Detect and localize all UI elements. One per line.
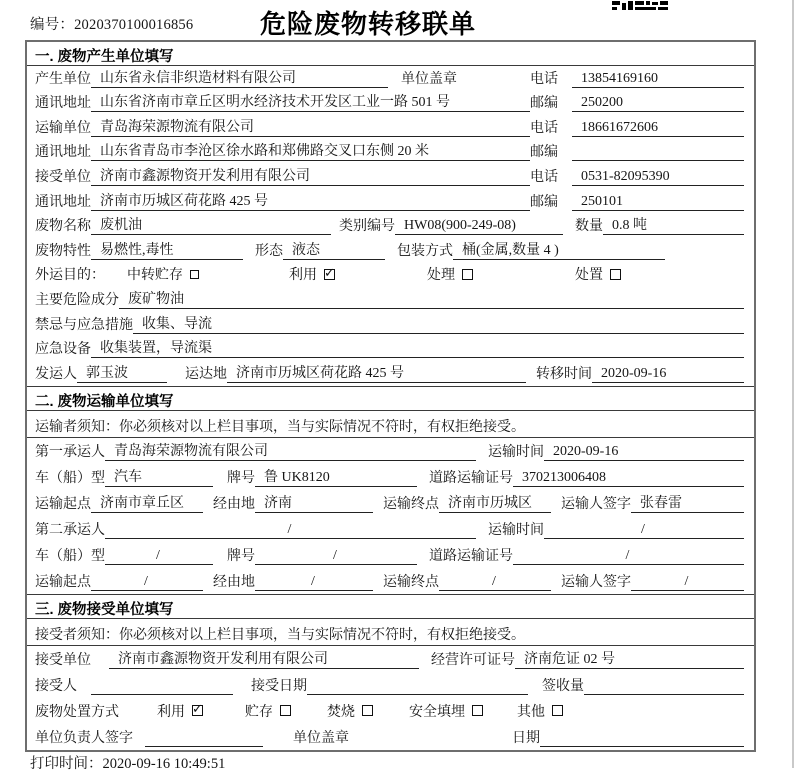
row-route2: [27, 568, 754, 594]
checkbox-icon: [610, 269, 621, 280]
option-label: 焚烧: [327, 704, 355, 720]
route1-sign-value: 张春雷: [631, 492, 744, 513]
producer-zip-value: 250200: [572, 95, 744, 112]
row-measures: [27, 312, 754, 337]
row-vehicle1: [27, 464, 754, 490]
checkbox-icon: [280, 705, 291, 716]
route1-start-label: 运输起点: [35, 496, 91, 512]
option-label: 利用: [289, 268, 317, 284]
transporter-phone-label: 电话: [530, 120, 558, 136]
option-label: 利用: [157, 704, 185, 720]
route2-via-label: 经由地: [213, 574, 255, 590]
receive-date-label: 日期: [512, 730, 540, 746]
row-route1: [27, 490, 754, 516]
row-signature: [27, 724, 754, 750]
print-time-label: 打印时间：: [30, 756, 103, 772]
disposal-option-storage: [245, 701, 291, 721]
page-right-edge: [792, 0, 794, 768]
transporter-phone-value: 18661672606: [572, 120, 744, 137]
receiver-address-value: 济南市历城区荷花路 425 号: [91, 190, 530, 211]
section-receive: [27, 594, 754, 750]
vehicle2-value: /: [105, 548, 213, 565]
page-title: 危险废物转移联单: [259, 9, 476, 39]
carrier2-value: /: [105, 522, 476, 539]
route1-sign-label: 运输人签字: [561, 496, 631, 512]
row-disposal: [27, 698, 754, 724]
waste-form-label: 形态: [255, 243, 283, 259]
permit2-value: /: [513, 548, 744, 565]
packing-value: 桶(金属,数量 4 ): [453, 239, 665, 260]
doc-number-label: 编号：: [30, 17, 75, 33]
transporter-zip-label: 邮编: [530, 145, 558, 161]
row-shipper: [27, 361, 754, 386]
unit-seal-label: 单位盖章: [401, 71, 457, 87]
hazard-label: 主要危险成分: [35, 292, 119, 308]
receive-notice: 接受者须知：你必须核对以上栏目事项，当与实际情况不符时，有权拒绝接受。: [27, 619, 754, 646]
receiver-phone-value: 0531-82095390: [572, 169, 744, 186]
destination-value: 济南市历城区荷花路 425 号: [227, 362, 526, 383]
transfer-time-value: 2020-09-16: [592, 366, 744, 383]
receiver-zip-label: 邮编: [530, 194, 558, 210]
receiver-phone-label: 电话: [530, 169, 558, 185]
route2-start-label: 运输起点: [35, 574, 91, 590]
option-label: 处置: [575, 268, 603, 284]
acceptor-value: [91, 678, 233, 695]
waste-form-value: 液态: [283, 239, 385, 260]
signed-qty-value: [584, 678, 744, 695]
route2-end-label: 运输终点: [383, 574, 439, 590]
producer-zip-label: 邮编: [530, 96, 558, 112]
producer-address-value: 山东省济南市章丘区明水经济技术开发区工业一路 501 号: [91, 91, 530, 112]
route2-via-value: /: [255, 574, 373, 591]
purpose-option-reuse: [289, 264, 335, 284]
accept-date-label: 接受日期: [251, 678, 307, 694]
carrier1-value: 青岛海荣源物流有限公司: [105, 440, 476, 461]
plate1-label: 牌号: [227, 470, 255, 486]
producer-label: 产生单位: [35, 71, 91, 87]
manifest-form: [25, 40, 756, 752]
equipment-value: 收集装置，导流渠: [91, 337, 744, 358]
measures-label: 禁忌与应急措施: [35, 317, 133, 333]
print-time: [30, 752, 225, 773]
route1-via-label: 经由地: [213, 496, 255, 512]
section-transport-title: 二. 废物运输单位填写: [27, 387, 754, 411]
carrier2-label: 第二承运人: [35, 522, 105, 538]
packing-label: 包装方式: [397, 243, 453, 259]
receiver-address-label: 通讯地址: [35, 194, 91, 210]
checkbox-icon: [472, 705, 483, 716]
accept-date-value: [307, 678, 528, 695]
option-label: 中转贮存: [127, 268, 183, 284]
purpose-option-transfer-storage: [127, 264, 199, 284]
row-transporter-address: [27, 140, 754, 165]
option-label: 其他: [517, 704, 545, 720]
checkbox-icon: [552, 705, 563, 716]
vehicle2-label: 车（船）型: [35, 548, 105, 564]
producer-phone-label: 电话: [530, 71, 558, 87]
waste-traits-label: 废物特性: [35, 243, 91, 259]
disposal-option-reuse: [157, 701, 203, 721]
disposal-option-incinerate: [327, 701, 373, 721]
route2-sign-value: /: [631, 574, 744, 591]
plate2-value: /: [255, 548, 417, 565]
vehicle1-label: 车（船）型: [35, 470, 105, 486]
receive-unit-value: 济南市鑫源物资开发利用有限公司: [109, 648, 419, 669]
responsible-sign-value: [145, 730, 263, 747]
waste-category-label: 类别编号: [339, 219, 395, 235]
row-carrier1: [27, 438, 754, 464]
hazard-value: 废矿物油: [119, 288, 744, 309]
measures-value: 收集、导流: [133, 313, 744, 334]
row-hazard: [27, 287, 754, 312]
transporter-label: 运输单位: [35, 120, 91, 136]
row-purpose: [27, 263, 754, 288]
row-equipment: [27, 337, 754, 362]
disposal-label: 废物处置方式: [35, 704, 119, 720]
transporter-address-value: 山东省青岛市李沧区徐水路和郑佛路交叉口东侧 20 米: [91, 140, 530, 161]
receive-seal-label: 单位盖章: [293, 730, 349, 746]
waste-qty-value: 0.8 吨: [603, 214, 744, 235]
purpose-label: 外运目的：: [35, 268, 105, 284]
row-acceptor: [27, 672, 754, 698]
option-label: 安全填埋: [409, 704, 465, 720]
carrier1-time-label: 运输时间: [488, 444, 544, 460]
row-producer: [27, 66, 754, 91]
producer-value: 山东省永信非织造材料有限公司: [91, 67, 388, 88]
row-transporter: [27, 115, 754, 140]
purpose-option-dispose: [575, 264, 621, 284]
row-receive-unit: [27, 646, 754, 672]
section-transport: [27, 386, 754, 594]
plate1-value: 鲁 UK8120: [255, 466, 417, 487]
carrier1-label: 第一承运人: [35, 444, 105, 460]
acceptor-label: 接受人: [35, 678, 77, 694]
permit2-label: 道路运输证号: [429, 548, 513, 564]
row-receiver: [27, 164, 754, 189]
section-producer-title: 一. 废物产生单位填写: [27, 42, 754, 66]
carrier2-time-value: /: [544, 522, 744, 539]
route2-start-value: /: [91, 574, 203, 591]
plate2-label: 牌号: [227, 548, 255, 564]
route1-start-value: 济南市章丘区: [91, 492, 203, 513]
shipper-value: 郭玉波: [77, 362, 167, 383]
receive-unit-label: 接受单位: [35, 652, 91, 668]
row-receiver-address: [27, 189, 754, 214]
row-carrier2: [27, 516, 754, 542]
transporter-value: 青岛海荣源物流有限公司: [91, 116, 530, 137]
checkbox-icon: [324, 269, 335, 280]
print-time-value: 2020-09-16 10:49:51: [102, 756, 226, 772]
purpose-option-treat: [427, 264, 473, 284]
permit1-value: 370213006408: [513, 470, 744, 487]
section-receive-title: 三. 废物接受单位填写: [27, 595, 754, 619]
row-vehicle2: [27, 542, 754, 568]
waste-name-label: 废物名称: [35, 219, 91, 235]
carrier2-time-label: 运输时间: [488, 522, 544, 538]
disposal-option-other: [517, 701, 563, 721]
section-producer: [27, 42, 754, 386]
row-producer-address: [27, 91, 754, 116]
responsible-sign-label: 单位负责人签字: [35, 730, 133, 746]
equipment-label: 应急设备: [35, 342, 91, 358]
waste-category-value: HW08(900-249-08): [395, 218, 563, 235]
transfer-time-label: 转移时间: [536, 366, 592, 382]
checkbox-icon: [192, 705, 203, 716]
receiver-value: 济南市鑫源物资开发利用有限公司: [91, 165, 530, 186]
route2-end-value: /: [439, 574, 551, 591]
waste-qty-label: 数量: [575, 219, 603, 235]
vehicle1-value: 汽车: [105, 466, 213, 487]
permit1-label: 道路运输证号: [429, 470, 513, 486]
producer-phone-value: 13854169160: [572, 71, 744, 88]
license-label: 经营许可证号: [431, 652, 515, 668]
waste-name-value: 废机油: [91, 214, 331, 235]
destination-label: 运达地: [185, 366, 227, 382]
shipper-label: 发运人: [35, 366, 77, 382]
checkbox-icon: [362, 705, 373, 716]
carrier1-time-value: 2020-09-16: [544, 444, 744, 461]
receiver-zip-value: 250101: [572, 194, 744, 211]
option-label: 处理: [427, 268, 455, 284]
disposal-option-landfill: [409, 701, 483, 721]
doc-number-value: 2020370100016856: [74, 17, 194, 33]
qr-code-icon: [612, 0, 668, 16]
receive-date-value: [540, 730, 744, 747]
checkbox-icon: [190, 270, 199, 279]
route1-end-label: 运输终点: [383, 496, 439, 512]
transporter-address-label: 通讯地址: [35, 145, 91, 161]
option-label: 贮存: [245, 704, 273, 720]
signed-qty-label: 签收量: [542, 678, 584, 694]
transporter-zip-value: [572, 144, 744, 161]
producer-address-label: 通讯地址: [35, 96, 91, 112]
row-waste-traits: [27, 238, 754, 263]
route1-via-value: 济南: [255, 492, 373, 513]
waste-traits-value: 易燃性,毒性: [91, 239, 243, 260]
receiver-label: 接受单位: [35, 169, 91, 185]
checkbox-icon: [462, 269, 473, 280]
row-waste-name: [27, 214, 754, 239]
route1-end-value: 济南市历城区: [439, 492, 551, 513]
transport-notice: 运输者须知：你必须核对以上栏目事项，当与实际情况不符时，有权拒绝接受。: [27, 411, 754, 438]
route2-sign-label: 运输人签字: [561, 574, 631, 590]
license-value: 济南危证 02 号: [515, 648, 744, 669]
